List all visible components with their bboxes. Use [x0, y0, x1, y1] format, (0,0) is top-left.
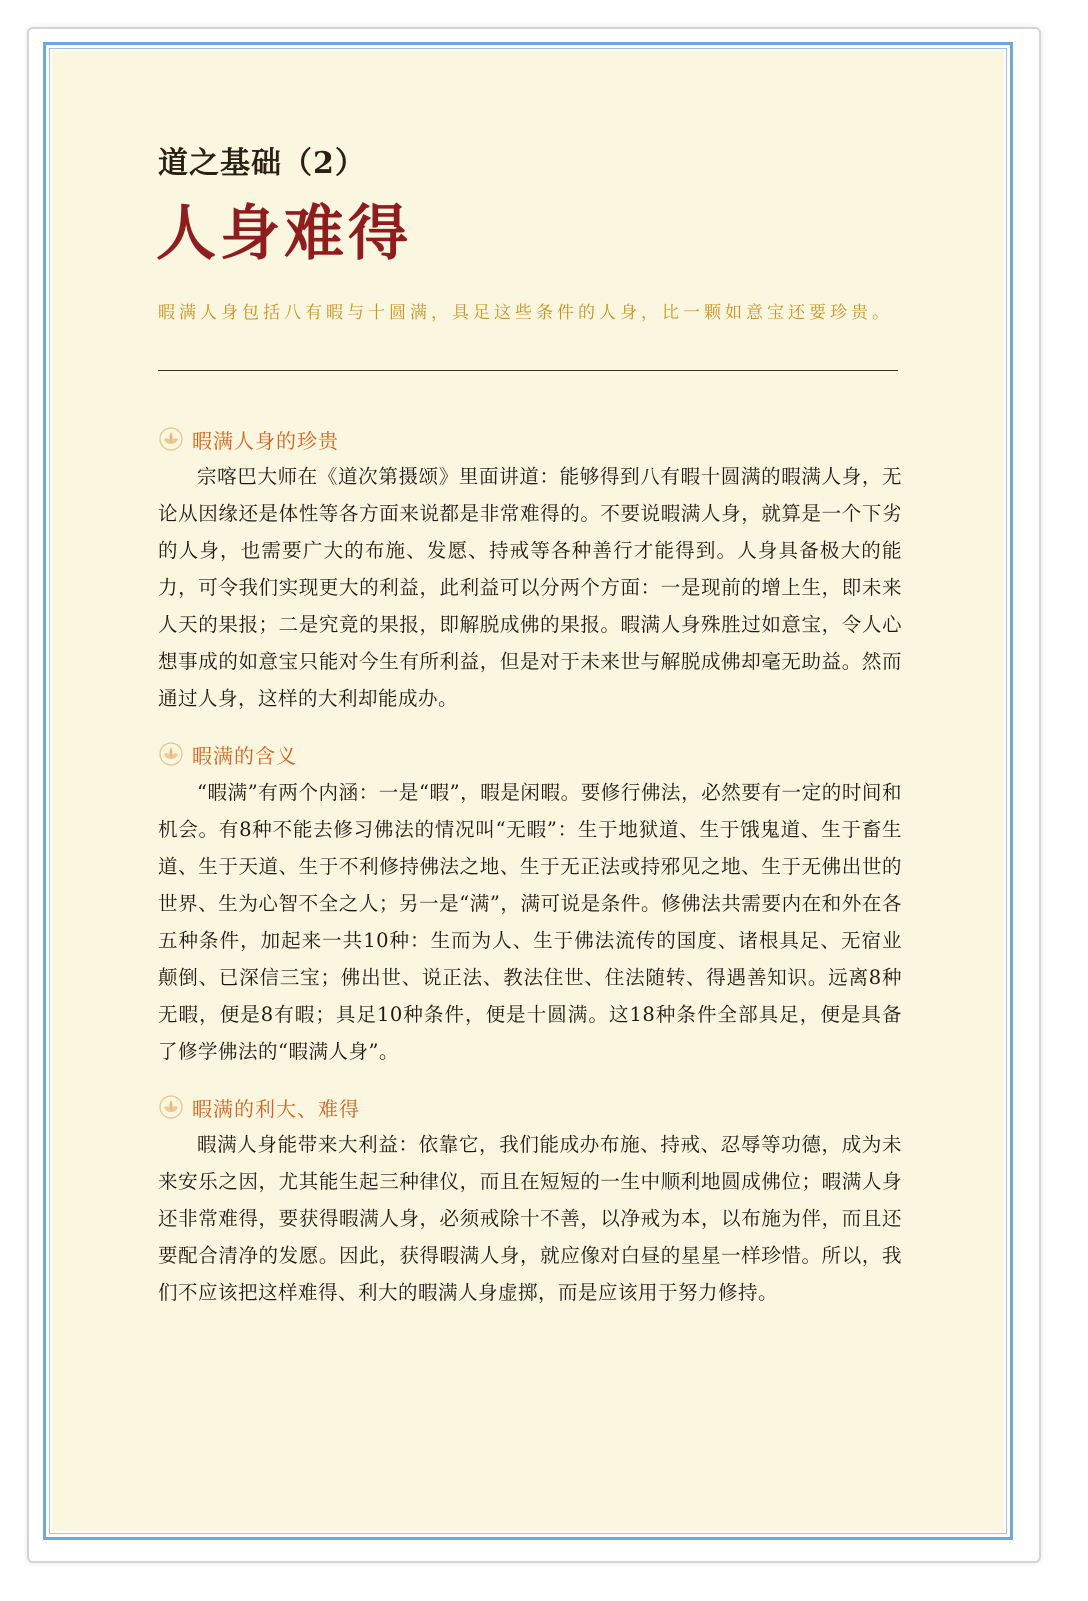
lotus-icon: [158, 1094, 184, 1120]
section-title: 暇满人身的珍贵: [192, 428, 339, 453]
chapter-kicker: 道之基础（2）: [158, 146, 366, 181]
section-body: 宗喀巴大师在《道次第摄颂》里面讲道：能够得到八有暇十圆满的暇满人身，无论从因缘还是体性等各方面来说都是非常难得的。不要说暇满人身，就算是一个下劣的人身，也需要广大的布施、发愿、持戒等各种善行才能得到。人身具备极大的能力，可令我们实现更大的利益，此利益可以分两个方面：一是现前的增上生，即未来人天的果报；二是究竟的果报，即解脱成佛的果报。暇满人身殊胜过如意宝，令人心想事成的如意宝只能对今生有所利益，但是对于未来世与解脱成佛却毫无助益。然而通过人身，这样的大利却能成办。: [158, 465, 902, 710]
lead-summary: 暇满人身包括八有暇与十圆满，具足这些条件的人身，比一颗如意宝还要珍贵。: [158, 303, 893, 323]
lotus-icon: [158, 741, 184, 767]
section-heading: [158, 1093, 360, 1121]
section-title: 暇满的利大、难得: [192, 1096, 360, 1121]
section-body: 暇满人身能带来大利益：依靠它，我们能成办布施、持戒、忍辱等功德，成为未来安乐之因，尤其能生起三种律仪，而且在短短的一生中顺利地圆成佛位；暇满人身还非常难得，要获得暇满人身，必须戒除十不善，以净戒为本，以布施为伴，而且还要配合清净的发愿。因此，获得暇满人身，就应像对白昼的星星一样珍惜。所以，我们不应该把这样难得、利大的暇满人身虚掷，而是应该用于努力修持。: [158, 1133, 902, 1304]
section-title: 暇满的含义: [192, 743, 297, 768]
lotus-icon: [158, 426, 184, 452]
divider-rule: [158, 370, 898, 371]
section-heading: [158, 740, 297, 768]
section-body: “暇满”有两个内涵：一是“暇”，暇是闲暇。要修行佛法，必然要有一定的时间和机会。有8种不能去修习佛法的情况叫“无暇”：生于地狱道、生于饿鬼道、生于畜生道、生于天道、生于不利修持佛法之地、生于无正法或持邪见之地、生于无佛出世的世界、生为心智不全之人；另一是“满”，满可说是条件。修佛法共需要内在和外在各五种条件，加起来一共10种：生而为人、生于佛法流传的国度、诸根具足、无宿业颠倒、已深信三宝；佛出世、说正法、教法住世、住法随转、得遇善知识。远离8种无暇，便是8有暇；具足10种条件，便是十圆满。这18种条件全部具足，便是具备了修学佛法的“暇满人身”。: [158, 781, 902, 1063]
section-heading: [158, 425, 339, 453]
page-title: 人身难得: [156, 199, 412, 269]
